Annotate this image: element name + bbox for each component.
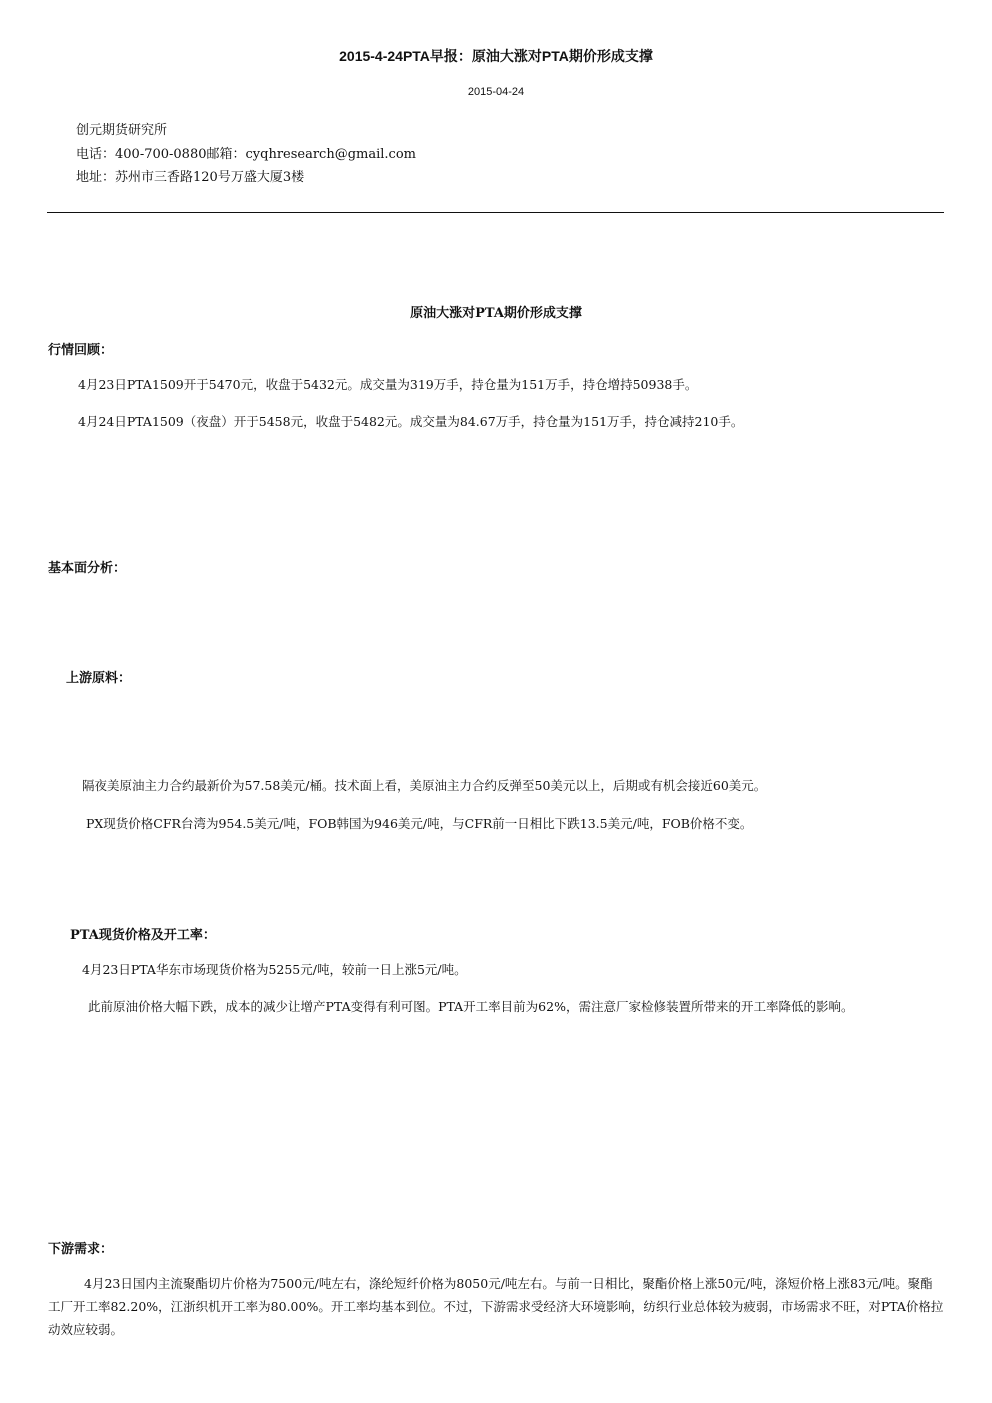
market-review-paragraph: 4月23日PTA1509开于5470元，收盘于5432元。成交量为319万手，持仓量为151万手，持仓增持50938手。: [78, 377, 698, 392]
fundamentals-heading: 基本面分析：: [48, 561, 127, 576]
address: 地址：苏州市三香路120号万盛大厦3楼: [76, 170, 305, 185]
report-date: 2015-04-24: [467, 86, 525, 98]
upstream-heading: 上游原料：: [66, 671, 132, 686]
market-review-paragraph: 4月24日PTA1509（夜盘）开于5458元，收盘于5482元。成交量为84.67万手，持仓量为151万手，持仓减持210手。: [78, 414, 744, 429]
spot-paragraph: 此前原油价格大幅下跌，成本的减少让增产PTA变得有利可图。PTA开工率目前为62%，需注意厂家检修装置所带来的开工率降低的影响。: [88, 999, 854, 1014]
spot-heading: PTA现货价格及开工率：: [70, 928, 216, 943]
article-subtitle: 原油大涨对PTA期价形成支撑: [410, 306, 582, 321]
phone-email: 电话：400-700-0880邮箱：cyqhresearch@gmail.com: [76, 147, 416, 162]
spot-paragraph: 4月23日PTA华东市场现货价格为5255元/吨，较前一日上涨5元/吨。: [82, 962, 467, 977]
upstream-paragraph: 隔夜美原油主力合约最新价为57.58美元/桶。技术面上看，美原油主力合约反弹至50美元以上，后期或有机会接近60美元。: [82, 778, 767, 793]
report-title: 2015-4-24PTA早报：原油大涨对PTA期价形成支撑: [339, 48, 653, 64]
header-divider: [47, 212, 944, 213]
downstream-heading: 下游需求：: [48, 1242, 114, 1257]
market-review-heading: 行情回顾：: [48, 343, 114, 358]
org-name: 创元期货研究所: [76, 123, 168, 138]
downstream-paragraph: 4月23日国内主流聚酯切片价格为7500元/吨左右，涤纶短纤价格为8050元/吨左右。与前一日相比，聚酯价格上涨50元/吨，涤短价格上涨83元/吨。聚酯工厂开工率82.20%，江浙织机开工率为80.00%。开工率均基本到位。不过，下游需求受经济大环境影响，纺织行业总体较为疲弱，市场需求不旺，对PTA价格拉动效应较弱。: [48, 1276, 944, 1337]
upstream-paragraph: PX现货价格CFR台湾为954.5美元/吨，FOB韩国为946美元/吨，与CFR前一日相比下跌13.5美元/吨，FOB价格不变。: [86, 816, 753, 831]
